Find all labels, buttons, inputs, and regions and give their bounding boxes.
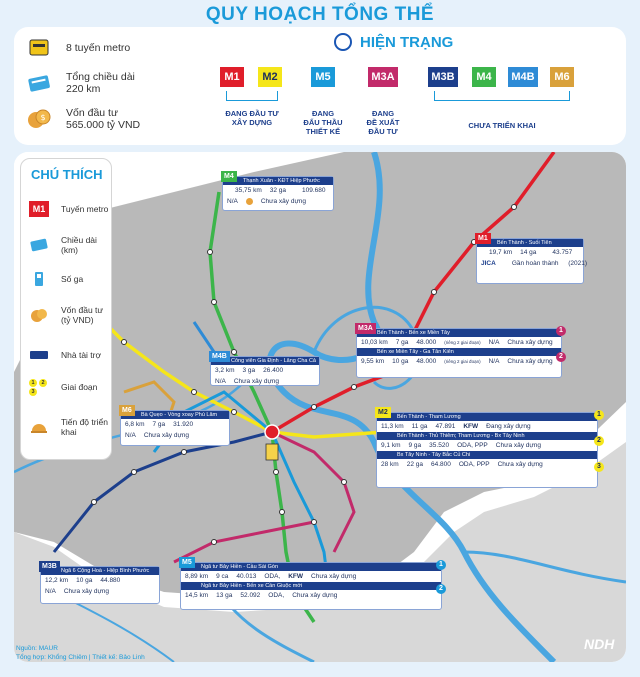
chip-m5: M5	[311, 67, 335, 87]
chip-m2: M2	[258, 67, 282, 87]
phase-badge-m2-3: 3	[594, 462, 604, 472]
summary-panel	[14, 27, 626, 145]
legend-title: CHÚ THÍCH	[31, 167, 103, 182]
card-m1: M1 Bến Thành - Suối Tiên 19,7 km 14 ga 43.757 JICA Gần hoàn thành (2021)	[476, 238, 584, 284]
metro-card-icon	[26, 37, 52, 59]
legend-item-stations: Số ga	[29, 271, 83, 287]
station-icon	[29, 271, 49, 287]
phase-badge-m2-2: 2	[594, 436, 604, 446]
legend-item-progress: Tiến độ triển khai	[29, 417, 111, 437]
coins-icon	[26, 108, 52, 130]
stat-investment: $ Vốn đầu tư 565.000 tỷ VND	[26, 107, 140, 131]
chip-m4: M4	[472, 67, 496, 87]
card-m6: M6 Bà Quẹo - Vòng xoay Phú Lâm 6,8 km 7 ga 31.920 N/A Chưa xây dựng	[120, 410, 230, 446]
stage-under-construction: ĐANG ĐẦU TƯ XÂY DỰNG	[225, 109, 279, 127]
chip-m4b: M4B	[508, 67, 538, 87]
page-title: QUY HOẠCH TỔNG THỂ	[205, 4, 435, 25]
donor-icon	[29, 347, 49, 363]
footer-credits: Nguồn: MAUR Tổng hợp: Khổng Chiêm | Thiết kế: Bảo Linh	[16, 645, 145, 661]
phase-badge-m3a-2: 2	[556, 352, 566, 362]
card-m3b: M3B Ngã 6 Cộng Hoà - Hiệp Bình Phước 12,2 km 10 ga 44.880 N/A Chưa xây dựng	[40, 566, 160, 604]
legend-item-investment: Vốn đầu tư (tỷ VND)	[29, 305, 111, 325]
phase-badge-m3a-1: 1	[556, 326, 566, 336]
phase-badge-m5-1: 1	[436, 560, 446, 570]
chip-m1: M1	[220, 67, 244, 87]
phase-badge-m5-2: 2	[436, 584, 446, 594]
stage-bidding: ĐANG ĐẤU THẦU THIẾT KẾ	[303, 109, 343, 136]
ticket-icon	[29, 237, 49, 253]
card-m4b: M4B Công viên Gia Định - Lăng Cha Cả 3,2 km 3 ga 26.400 N/A Chưa xây dựng	[210, 356, 320, 386]
svg-text:$: $	[40, 113, 46, 122]
card-m5: M5 Ngã tư Bảy Hiền - Cầu Sài Gòn 8,89 km 9 ca 40.013 ODA, KFW Chưa xây dựng Ngã tư Bảy Hiền - Bến xe Cần Giuộc mới 14,5 km 13 ga 52.092 ODA, Chưa xây dựng	[180, 562, 442, 610]
clock-icon	[334, 33, 352, 51]
chip-m6: M6	[550, 67, 574, 87]
bracket-under-construction	[226, 91, 278, 101]
legend-item-line: M1 Tuyến metro	[29, 201, 108, 217]
card-m4: M4 Thạnh Xuân - KĐT Hiệp Phước 35,75 km 32 ga 109.680 N/A Chưa xây dựng	[222, 176, 334, 211]
chip-m3b: M3B	[428, 67, 458, 87]
chip-m3a: M3A	[368, 67, 398, 87]
legend-item-donor: Nhà tài trợ	[29, 347, 101, 363]
ben-thanh-hub	[265, 425, 279, 439]
phase-badge-m2-1: 1	[594, 410, 604, 420]
ben-thanh-market-icon	[266, 444, 278, 460]
ticket-icon	[26, 72, 52, 94]
legend-panel	[20, 158, 112, 460]
legend-item-phase: 1 2 3 Giai đoạn	[29, 379, 97, 395]
stage-proposed: ĐANG ĐỀ XUẤT ĐẦU TƯ	[366, 109, 400, 136]
coins-icon	[29, 307, 49, 323]
bracket-not-started	[434, 91, 570, 101]
card-m3a: M3A Bến Thành - Bến xe Miền Tây 10,03 km 7 ga 48.000 (riêng 2 giai đoạn) N/A Chưa xây dựng Bến xe Miền Tây - Ga Tân Kiên 9,55 km 10 ga 48.000 (riêng 2 giai đoạn) N/A Chưa xây dựng	[356, 328, 562, 378]
stage-not-started: CHƯA TRIỂN KHAI	[468, 121, 536, 130]
status-heading: HIỆN TRẠNG	[334, 33, 453, 51]
legend-item-length: Chiều dài (km)	[29, 235, 111, 255]
helmet-icon	[29, 419, 49, 435]
card-m2: M2 Bến Thành - Tham Lương 11,3 km 11 ga 47.891 KFW Đang xây dựng Bến Thành - Thủ Thiêm; Tham Lương - Bx Tây Ninh 9,1 km 9 ga 35.520 ODA, PPP Chưa xây dựng Bx Tây Ninh - Tây Bắc Củ Chi 28 km 22 ga 64.800 ODA, PPP Chưa xây dựng	[376, 412, 598, 488]
stat-length: Tổng chiều dài 220 km	[26, 71, 135, 95]
stat-lines: 8 tuyến metro	[26, 37, 130, 59]
brand-logo: NDH	[584, 636, 615, 652]
